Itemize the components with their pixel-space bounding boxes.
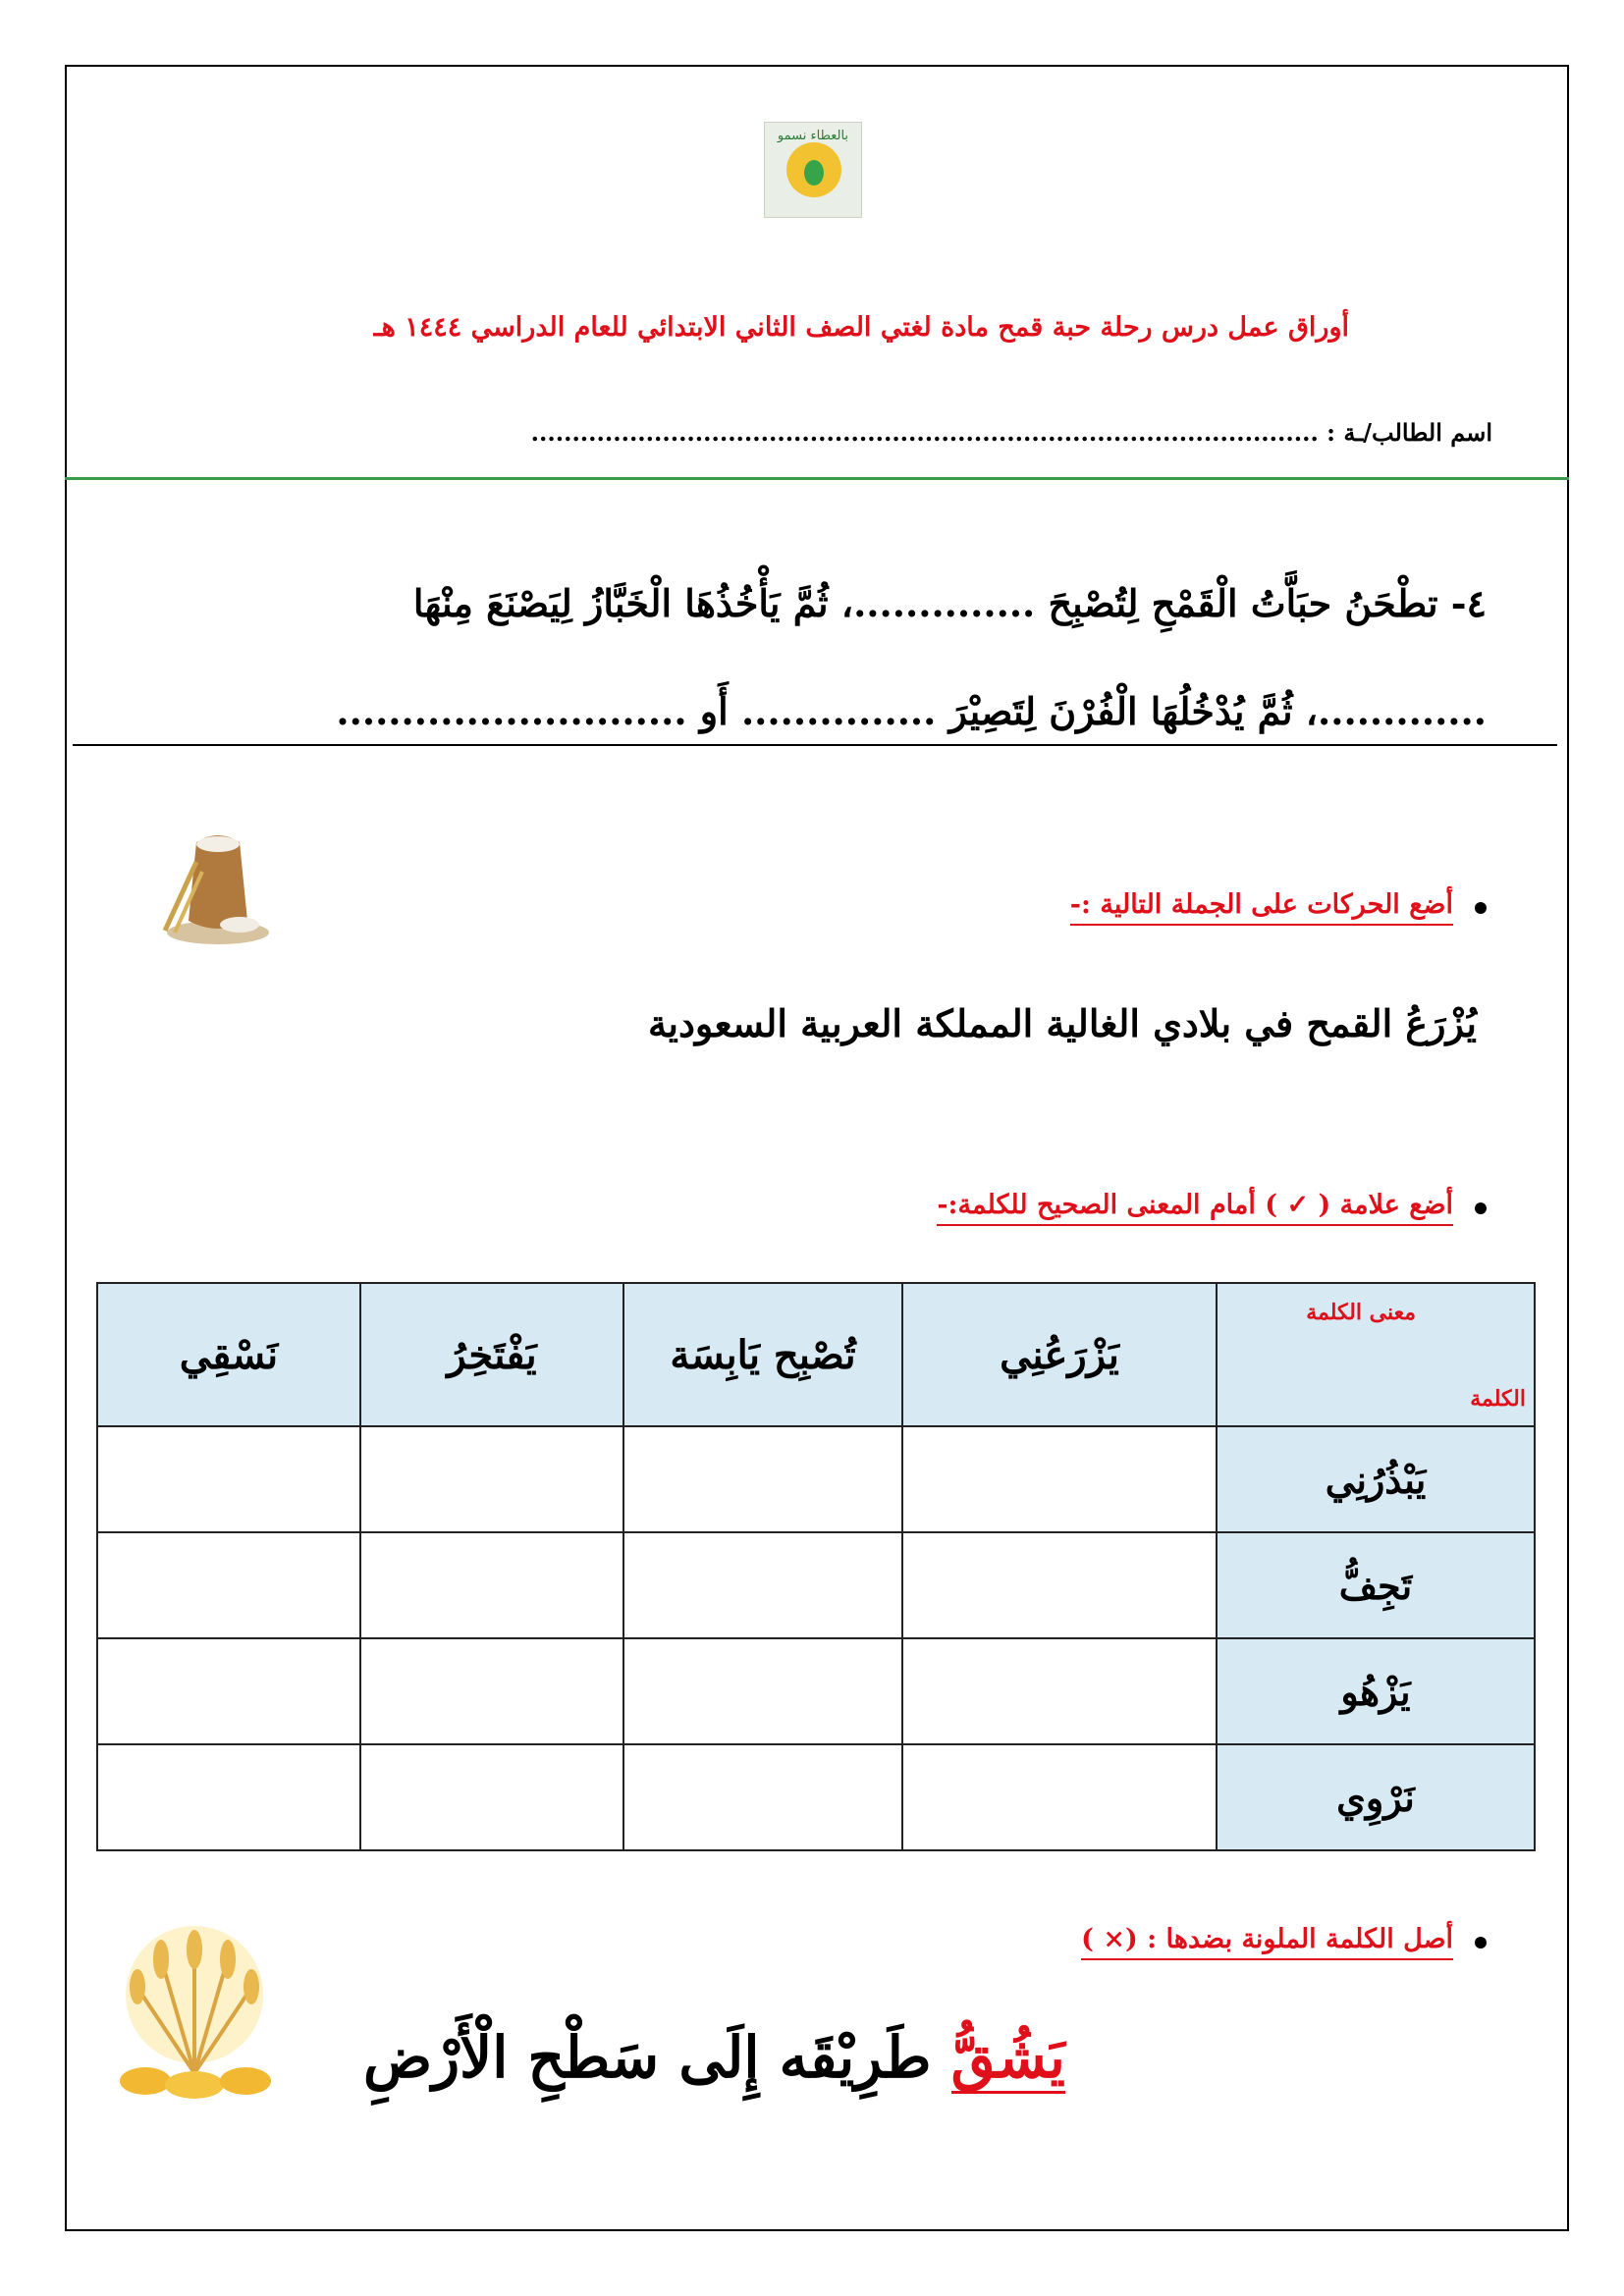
student-name-field[interactable]: ................................................................................................ [530,418,1319,447]
meaning-option: تُصْبِح يَابِسَة [623,1283,902,1426]
check-cell[interactable] [360,1744,623,1850]
header-divider [65,477,1569,480]
check-cell[interactable] [97,1744,360,1850]
bullet-icon [1475,1937,1487,1949]
check-cell[interactable] [902,1638,1217,1744]
section-divider [73,744,1557,746]
word-cell: يَزْهُو [1217,1638,1535,1744]
question-4 [92,550,1487,766]
word-header-label: الكلمة [1470,1386,1526,1412]
highlighted-word[interactable]: يَشُقُّ [951,2024,1065,2094]
bullet-icon [1475,902,1487,914]
wheat-bundle-icon [106,1916,283,2103]
check-cell[interactable] [902,1426,1217,1532]
meaning-instruction [937,1190,1487,1226]
meaning-table [96,1282,1536,1851]
student-name-line [137,418,1492,447]
table-row [97,1744,1535,1850]
meaning-option: يَفْتَخِرُ [360,1283,623,1426]
page-frame [65,65,1569,2231]
corner-header-cell [1217,1283,1535,1426]
meaning-header-row [97,1283,1535,1426]
word-cell: تَجِفُّ [1217,1532,1535,1638]
meaning-label: أضع علامة ( ✓ ) أمام المعنى الصحيح للكلمة:- [937,1190,1453,1226]
check-cell[interactable] [623,1426,902,1532]
leaf-icon [804,160,824,186]
flour-sack-icon [157,823,275,950]
logo-text: بالعطاء نسمو [777,129,849,143]
check-cell[interactable] [623,1744,902,1850]
diacritics-sentence[interactable]: يُزْرَعُ القمح في بلادي الغالية المملكة العربية السعودية [648,1001,1477,1045]
student-name-label: اسم الطالب/ـة : [1326,418,1492,447]
word-cell: يَبْذُرُنِي [1217,1426,1535,1532]
opposite-label: أصل الكلمة الملونة بضدها : (× ) [1081,1924,1453,1960]
table-row [97,1638,1535,1744]
check-cell[interactable] [97,1426,360,1532]
sentence-rest: طَرِيْقَه إِلَى سَطْحِ الْأَرْضِ [363,2024,951,2091]
check-cell[interactable] [360,1638,623,1744]
check-cell[interactable] [360,1426,623,1532]
check-cell[interactable] [902,1532,1217,1638]
opposite-instruction [1081,1924,1487,1960]
check-cell[interactable] [97,1638,360,1744]
check-cell[interactable] [97,1532,360,1638]
meaning-header-label: معنى الكلمة [1306,1300,1416,1325]
table-row [97,1532,1535,1638]
school-logo [764,122,862,218]
diacritics-instruction [1070,889,1487,926]
meaning-option: نَسْقِي [97,1283,360,1426]
question-4-line-2[interactable]: .............، ثُمَّ يُدْخُلُهَا الْفُرْنَ لِتَصِيْرَ ............... أَو ........................... [336,689,1487,733]
check-cell[interactable] [623,1532,902,1638]
diacritics-label: أضع الحركات على الجملة التالية :- [1070,889,1453,926]
meaning-option: يَزْرَعُنِي [902,1283,1217,1426]
word-cell: نَرْوِي [1217,1744,1535,1850]
check-cell[interactable] [902,1744,1217,1850]
check-cell[interactable] [623,1638,902,1744]
table-row [97,1426,1535,1532]
bullet-icon [1475,1202,1487,1214]
question-4-line-1[interactable]: ٤- تطْحَنُ حبَاَّتُ الْقَمْحِ لِتُصْبِحَ ..............، ثُمَّ يَأْخُذُهَا الْخَبَّازُ لِيَصْنَعَ مِنْهَا [412,581,1487,625]
check-cell[interactable] [360,1532,623,1638]
opposite-sentence [363,2024,1065,2091]
worksheet-title: أوراق عمل درس رحلة حبة قمح مادة لغتي الصف الثاني الابتدائي للعام الدراسي ١٤٤٤ هـ [373,312,1349,343]
